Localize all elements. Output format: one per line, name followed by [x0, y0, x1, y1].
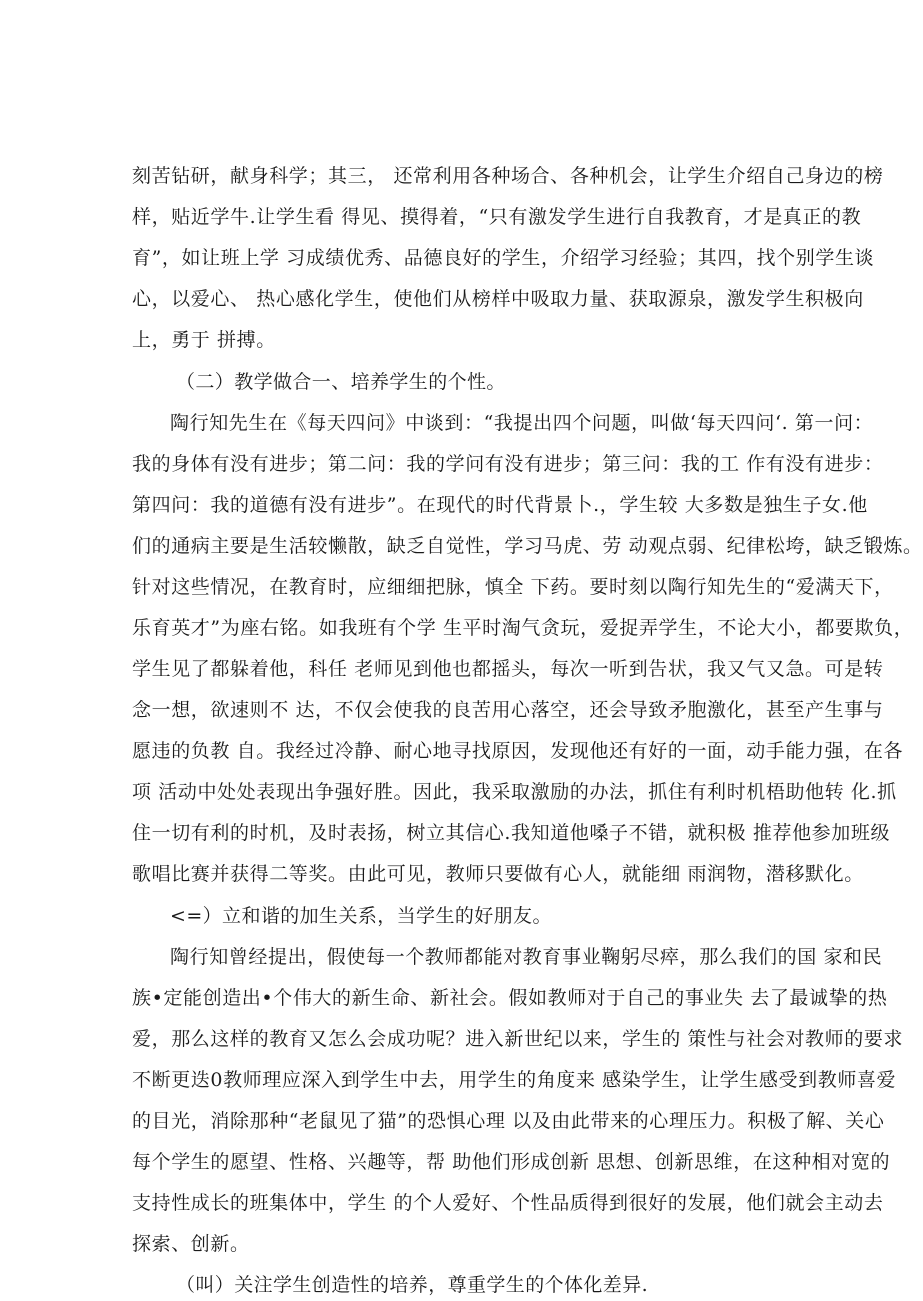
paragraph-line: 住一切有利的时机，及时表扬，树立其信心.我知道他嗓子不错，就积极 推荐他参加班级 [132, 822, 891, 844]
paragraph-line: 第四问：我的道德有没有进步”。在现代的时代背景卜.，学生较 大多数是独生子女.他 [132, 494, 868, 516]
section-heading: <=）立和谐的加生关系，当学生的好朋友。 [170, 905, 552, 927]
paragraph-line: 族•定能创造出•个伟大的新生命、新社会。假如教师对于自己的事业失 去了最诚挚的热 [132, 987, 888, 1009]
paragraph-line: 爱，那么这样的教育又怎么会成功呢？进入新世纪以来，学生的 策性与社会对教师的要求 [132, 1028, 904, 1050]
paragraph-line: 心，以爱心、 热心感化学生，使他们从榜样中吸取力量、获取源泉，激发学生积极向 [132, 288, 864, 310]
section-heading: （二）教学做合一、培养学生的个性。 [176, 371, 506, 393]
paragraph-line: 探索、创新。 [132, 1233, 250, 1255]
paragraph-line: 样，贴近学牛.让学生看 得见、摸得着，“只有激发学生进行自我教育，才是真正的教 [132, 206, 862, 228]
paragraph-line: 上，勇于 拼搏。 [132, 329, 276, 351]
paragraph-line: 针对这些情况，在教育时，应细细把脉，慎全 下药。要时刻以陶行知先生的“爱满天下， [132, 576, 894, 598]
paragraph-line: 学生见了都躲着他，科任 老师见到他也都摇头，每次一听到告状，我又气又急。可是转 [132, 658, 884, 680]
paragraph-line: 愿违的负教 自。我经过冷静、耐心地寻找原因，发现他还有好的一面，动手能力强，在各 [132, 740, 904, 762]
section-heading: （叫）关注学生创造性的培养，尊重学生的个体化差异. [176, 1274, 649, 1296]
paragraph-line: 育”，如让班上学 习成绩优秀、品德良好的学生，介绍学习经验；其四，找个别学生谈 [132, 247, 875, 269]
paragraph-line: 乐育英才”为座右铭。如我班有个学 生平时淘气贪玩，爱捉弄学生，不论大小，都要欺负， [132, 617, 914, 639]
paragraph-line: 们的通病主要是生活较懒散，缺乏自觉性，学习马虎、劳 动观点弱、纪律松垮，缺乏锻炼。 [132, 535, 923, 557]
paragraph-line: 念一想，欲速则不 达，不仅会使我的良苦用心落空，还会导致矛胞激化，甚至产生事与 [132, 699, 884, 721]
paragraph-line: 歌唱比赛并获得二等奖。由此可见，教师只要做有心人，就能细 雨润物，潜移默化。 [132, 863, 864, 885]
paragraph-line: 陶行知先生在《每天四问》中谈到：“我提出四个问题，叫做‘每天四问‘. 第一问： [170, 412, 874, 434]
paragraph-line: 的目光，消除那种“老鼠见了猫”的恐惧心理 以及由此带来的心理压力。积极了解、关心 [132, 1110, 885, 1132]
paragraph-line: 刻苦钻研，献身科学；其三， 还常利用各种场合、各种机会，让学生介绍自己身边的榜 [132, 165, 884, 187]
paragraph-line: 我的身体有没有进步；第二问：我的学问有没有进步；第三问：我的工 作有没有进步： [132, 453, 884, 475]
paragraph-line: 每个学生的愿望、性格、兴趣等，帮 助他们形成创新 思想、创新思维，在这种相对宽的 [132, 1151, 891, 1173]
paragraph-line: 项 活动中处处表现出争强好胜。因此，我采取激励的办法，抓住有利时机梧助他转 化.抓 [132, 781, 897, 803]
paragraph-line: 支持性成长的班集体中，学生 的个人爱好、个性品质得到很好的发展，他们就会主动去 [132, 1192, 884, 1214]
paragraph-line: 陶行知曾经提出，假使每一个教师都能对教育事业鞠躬尽瘁，那么我们的国 家和民 [170, 946, 883, 968]
paragraph-line: 不断更迭0教师理应深入到学生中去，用学生的角度来 感染学生，让学生感受到教师喜爱 [132, 1069, 897, 1091]
